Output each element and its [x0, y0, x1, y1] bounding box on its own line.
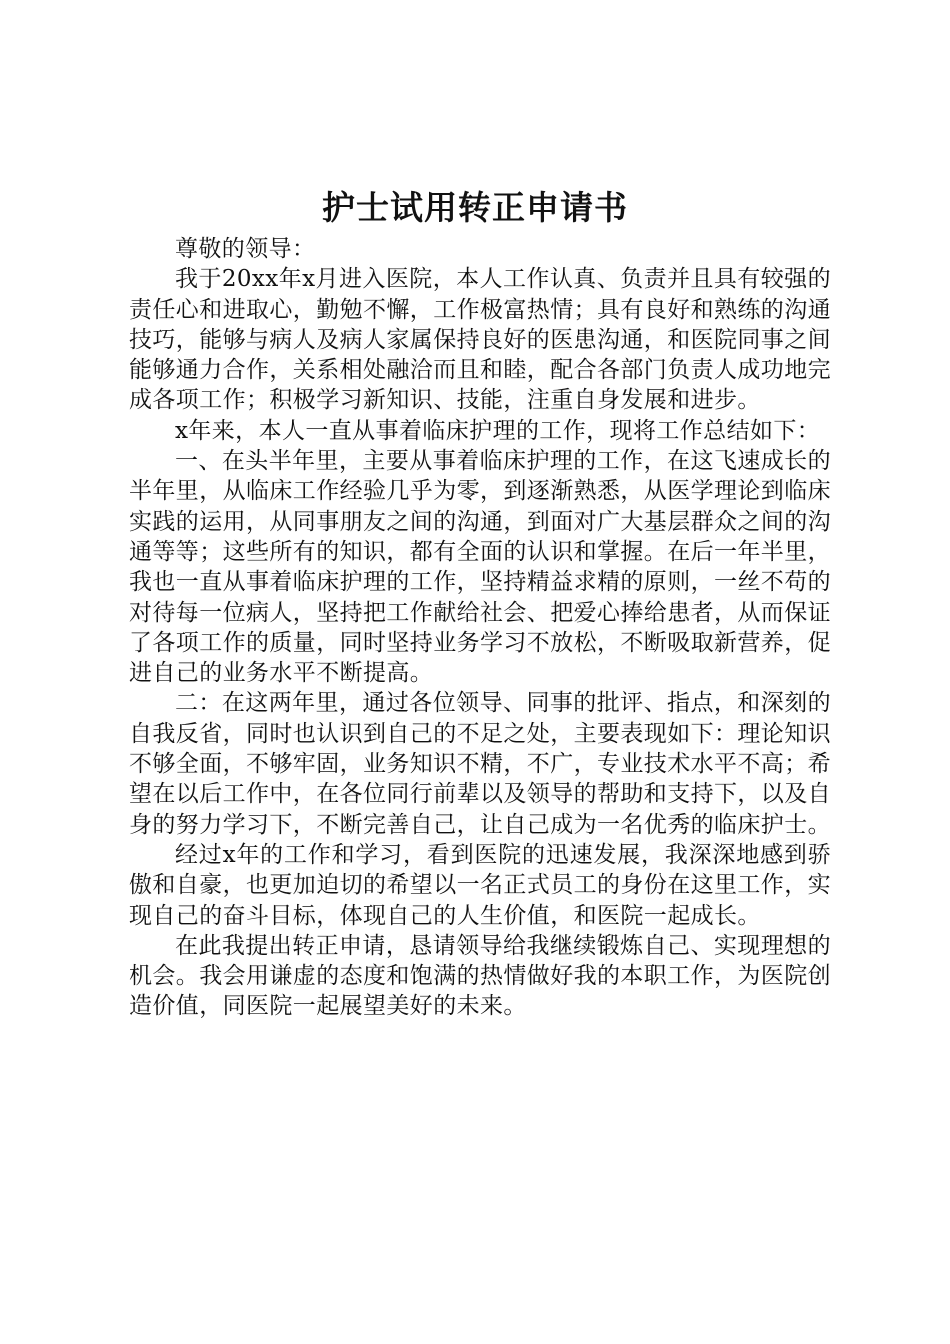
paragraph-aspiration: 经过x年的工作和学习，看到医院的迅速发展，我深深地感到骄傲和自豪，也更加迫切的希望以一名正式员工的身份在这里工作，实现自己的奋斗目标，体现自己的人生价值，和医院一起成长。	[129, 841, 831, 929]
paragraph-summary-lead: x年来，本人一直从事着临床护理的工作，现将工作总结如下：	[175, 417, 821, 444]
document-body	[129, 234, 831, 1022]
document-title: 护士试用转正申请书	[322, 188, 628, 227]
paragraph-shortcomings: 二：在这两年里，通过各位领导、同事的批评、指点，和深刻的自我反省，同时也认识到自己的不足之处，主要表现如下：理论知识不够全面，不够牢固，业务知识不精，不广，专业技术水平不高；希望在以后工作中，在各位同行前辈以及领导的帮助和支持下，以及自身的努力学习下，不断完善自己，让自己成为一名优秀的临床护士。	[129, 690, 831, 838]
paragraph-request: 在此我提出转正申请，恳请领导给我继续锻炼自己、实现理想的机会。我会用谦虚的态度和饱满的热情做好我的本职工作，为医院创造价值，同医院一起展望美好的未来。	[129, 932, 831, 1020]
paragraph-first-half-year: 一、在头半年里，主要从事着临床护理的工作，在这飞速成长的半年里，从临床工作经验几乎为零，到逐渐熟悉，从医学理论到临床实践的运用，从同事朋友之间的沟通，到面对广大基层群众之间的沟通等等；这些所有的知识，都有全面的认识和掌握。在后一年半里，我也一直从事着临床护理的工作，坚持精益求精的原则，一丝不苟的对待每一位病人，坚持把工作献给社会、把爱心捧给患者，从而保证了各项工作的质量，同时坚持业务学习不放松，不断吸取新营养，促进自己的业务水平不断提高。	[129, 448, 831, 687]
salutation: 尊敬的领导：	[175, 236, 316, 262]
paragraph-intro: 我于20xx年x月进入医院，本人工作认真、负责并且具有较强的责任心和进取心，勤勉不懈，工作极富热情；具有良好和熟练的沟通技巧，能够与病人及病人家属保持良好的医患沟通，和医院同事之间能够通力合作，关系相处融洽而且和睦，配合各部门负责人成功地完成各项工作；积极学习新知识、技能，注重自身发展和进步。	[129, 266, 831, 414]
